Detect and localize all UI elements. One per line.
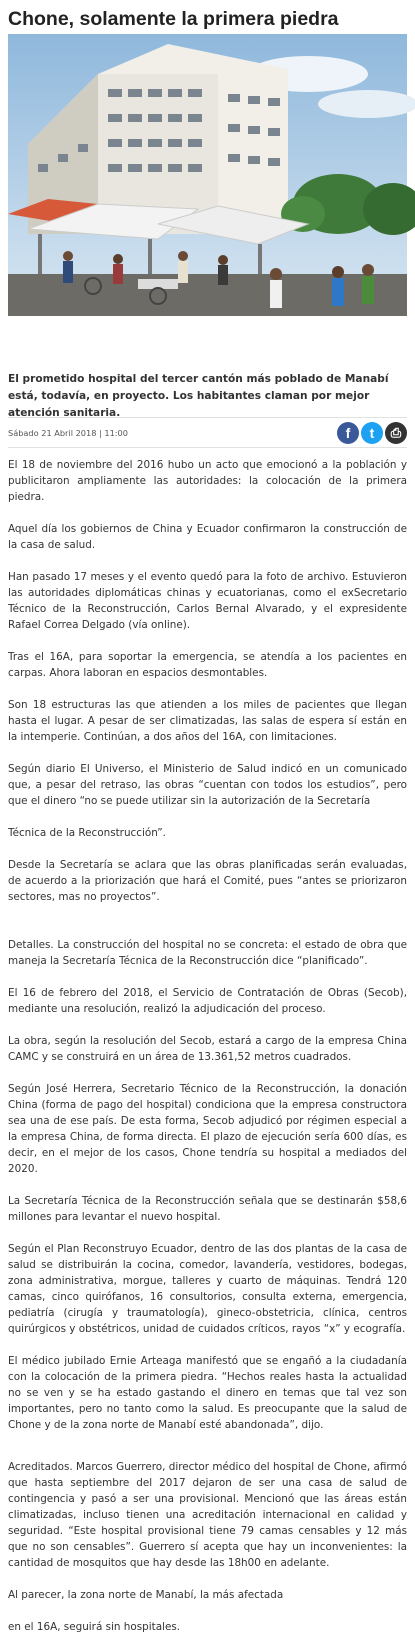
article-paragraph: Desde la Secretaría se aclara que las obras planificadas serán evaluadas, de acuerdo a la priorización que hará el Comité, pues “antes se priorizaron sectores, mas no proyectos”. — [8, 859, 407, 903]
article-paragraph: en el 16A, seguirá sin hospitales. — [8, 1621, 181, 1633]
article-dateline: Sábado 21 Abril 2018 | 11:00 — [8, 427, 128, 438]
article-photo — [8, 34, 407, 316]
print-button[interactable] — [385, 422, 407, 444]
article-paragraph: Han pasado 17 meses y el evento quedó para la foto de archivo. Estuvieron las autoridades diplomáticas chinas y ecuatorianas, como el exSecretario Técnico de la Reconstrucción, Carlos Bernal Alvarado, y el expresidente Rafael Correa Delgado (vía online). — [8, 571, 407, 631]
article-paragraph: Son 18 estructuras las que atienden a los miles de pacientes que llegan hasta el lugar. A pesar de ser climatizadas, las salas de espera sí están en la intemperie. Continúan, a dos años del 16A, con limitaciones. — [8, 699, 407, 743]
article-paragraph: El 16 de febrero del 2018, el Servicio de Contratación de Obras (Secob), mediante una resolución, realizó la adjudicación del proceso. — [8, 987, 407, 1015]
print-icon: ⎙ — [390, 424, 402, 440]
article-paragraph: Según diario El Universo, el Ministerio de Salud indicó en un comunicado que, a pesar del retraso, las obras “cuentan con todos los estudios”, pero que el dinero “no se puede utilizar sin la autorización de la Secretaría — [8, 763, 407, 807]
article-paragraph: El 18 de noviembre del 2016 hubo un acto que emocionó a la población y publicitaron ampliamente las autoridades: la colocación de la primera piedra. — [8, 459, 407, 503]
facebook-icon: f — [345, 424, 351, 441]
article-paragraph: Aquel día los gobiernos de China y Ecuador confirmaron la construcción de la casa de salud. — [8, 523, 407, 551]
article-paragraph: Acreditados. Marcos Guerrero, director médico del hospital de Chone, afirmó que hasta septiembre del 2017 dejaron de ser una casa de salud de contingencia y pasó a ser una provisional. Mencionó que las áreas están climatizadas, incluso tienen una acreditación internacional en calidad y seguridad. “Este hospital provisional tiene 79 camas censables y 12 más que no son censables”. Guerrero sí acepta que hay un inconvenientes: la cantidad de mosquitos que hay desde las 18h00 en adelante. — [8, 1461, 407, 1569]
article-headline: Chone, solamente la primera piedra — [8, 8, 339, 30]
facebook-share-button[interactable] — [337, 422, 359, 444]
article-paragraph: Según José Herrera, Secretario Técnico de la Reconstrucción, la donación China (forma de pago del hospital) condiciona que la empresa constructora sea una de ese país. De esta forma, Secob adjudicó por régimen especial a la empresa China, de forma directa. El plazo de ejecución sería 600 días, es decir, en el mejor de los casos, Chone tendría su hospital a mediados del 2020. — [8, 1083, 407, 1175]
article-paragraph: El médico jubilado Ernie Arteaga manifestó que se engañó a la ciudadanía con la colocación de la primera piedra. “Hechos reales hasta la actualidad no se ven y se ha estado gastando el dinero en temas que tal vez son importantes, pero no tanto como la salud. Es preocupante que la salud de Chone y de la zona norte de Manabí esté abandonada”, dijo. — [8, 1355, 407, 1431]
twitter-icon: t — [369, 424, 375, 441]
article-paragraph: Al parecer, la zona norte de Manabí, la más afectada — [8, 1589, 284, 1601]
article-paragraph: Detalles. La construcción del hospital no se concreta: el estado de obra que maneja la Secretaría Técnica de la Reconstrucción dice “planificado”. — [8, 939, 407, 967]
article-paragraph: Según el Plan Reconstruyo Ecuador, dentro de las dos plantas de la casa de salud se distribuirán la cocina, comedor, lavandería, vestidores, bodegas, zona administrativa, morgue, talleres y cuarto de máquinas. Tendrá 120 camas, cinco quirófanos, 16 consultorios, consulta externa, emergencia, pediatría (cirugía y traumatología), gineco-obstetricia, clínica, centros quirúrgicos y obstétricos, unidad de cuidados críticos, rayos “x” y ecografía. — [8, 1243, 407, 1335]
twitter-share-button[interactable] — [361, 422, 383, 444]
article-body — [8, 457, 407, 1635]
article-paragraph: Técnica de la Reconstrucción”. — [8, 827, 166, 839]
article-paragraph: La obra, según la resolución del Secob, estará a cargo de la empresa China CAMC y se construirá en un área de 13.361,52 metros cuadrados. — [8, 1035, 407, 1063]
share-buttons — [337, 422, 407, 444]
article-lead: El prometido hospital del tercer cantón más poblado de Manabí está, todavía, en proyecto. Los habitantes claman por mejor atención sanitaria. — [8, 373, 389, 419]
hospital-photo-illustration — [8, 34, 407, 316]
article-paragraph: La Secretaría Técnica de la Reconstrucción señala que se destinarán $58,6 millones para levantar el nuevo hospital. — [8, 1195, 407, 1223]
article-paragraph: Tras el 16A, para soportar la emergencia, se atendía a los pacientes en carpas. Ahora laboran en espacios desmontables. — [8, 651, 407, 679]
